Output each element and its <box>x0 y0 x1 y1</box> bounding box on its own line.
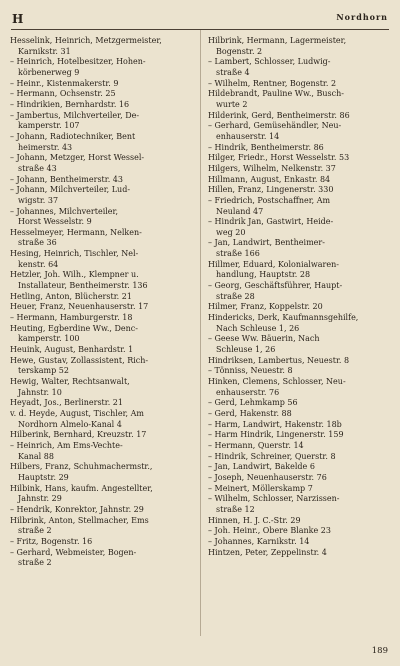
entry-continuation: Schleuse 1, 26 <box>216 345 276 355</box>
entry-line: – Fritz, Bogenstr. 16 <box>10 536 93 546</box>
entry-line: Hewe, Gustav, Zollassistent, Rich- <box>10 355 149 365</box>
directory-entry <box>10 441 192 462</box>
entry-line: Hillen, Franz, Lingenerstr. 330 <box>208 185 334 195</box>
page-number: 189 <box>371 646 388 656</box>
entry-continuation: heimerstr. 43 <box>18 142 73 152</box>
entry-line: Hilberink, Bernhard, Kreuzstr. 17 <box>10 430 147 440</box>
entry-line: Hinken, Clemens, Schlosser, Neu- <box>208 377 346 386</box>
entry-continuation: straße 2 <box>18 558 52 568</box>
entry-continuation: enhauserstr. 14 <box>216 131 280 141</box>
directory-entry <box>208 121 390 142</box>
entry-line: – Hindrik, Schreiner, Querstr. 8 <box>208 451 336 461</box>
entry-line: Heuer, Franz, Neuenhauserstr. 17 <box>10 302 149 312</box>
entry-line: – Johann, Milchverteiler, Lud- <box>10 185 131 195</box>
entry-continuation: körbenerweg 9 <box>18 67 80 77</box>
entry-continuation: Jahnstr. 29 <box>18 494 62 504</box>
directory-entry <box>208 260 390 281</box>
directory-entry <box>10 207 192 228</box>
directory-entry <box>10 57 192 78</box>
entry-line: Heuting, Egberdine Ww., Denc- <box>10 323 138 333</box>
entry-line: – Lambert, Schlosser, Ludwig- <box>208 57 331 67</box>
entry-line: – Johannes, Karnikstr. 14 <box>208 536 310 546</box>
directory-entry <box>10 153 192 174</box>
entry-line: Hillmer, Eduard, Kolonialwaren- <box>208 259 339 269</box>
entry-line: – Heinr., Kistenmakerstr. 9 <box>10 78 119 88</box>
directory-entry <box>208 89 390 110</box>
directory-entry <box>208 281 390 302</box>
entry-continuation: kamperstr. 107 <box>18 121 80 131</box>
directory-entry <box>208 36 390 57</box>
directory-entry <box>208 526 390 537</box>
directory-entry <box>10 185 192 206</box>
directory-entry <box>208 238 390 259</box>
entry-line: Hetling, Anton, Blücherstr. 21 <box>10 291 132 301</box>
directory-entry <box>10 484 192 505</box>
entry-line: – Harm Hindrik, Lingenerstr. 159 <box>208 430 344 440</box>
directory-entry <box>208 473 390 484</box>
directory-entry <box>208 548 390 559</box>
section-letter: H <box>12 12 25 26</box>
entry-line: – Johann, Bentheimerstr. 43 <box>10 174 123 184</box>
entry-line: – Heinrich, Am Ems-Vechte- <box>10 440 123 450</box>
entry-line: – Hermann, Hamburgerstr. 18 <box>10 313 133 323</box>
entry-continuation: kenstr. 64 <box>18 259 59 269</box>
entry-line: Hintzen, Peter, Zeppelinstr. 4 <box>208 547 327 557</box>
entry-line: – Hermann, Ochsenstr. 25 <box>10 89 116 99</box>
entry-line: – Friedrich, Postschaffner, Am <box>208 195 331 205</box>
directory-entry <box>208 334 390 355</box>
directory-entry <box>208 452 390 463</box>
entry-continuation: Horst Wesselstr. 9 <box>18 217 92 227</box>
entry-line: – Joseph, Neuenhauserstr. 76 <box>208 472 327 482</box>
directory-entry <box>208 356 390 367</box>
directory-entry <box>208 79 390 90</box>
directory-entry <box>208 143 390 154</box>
entry-line: Hesing, Heinrich, Tischler, Nel- <box>10 249 139 259</box>
directory-entry <box>10 398 192 409</box>
entry-line: Hesselink, Heinrich, Metzgermeister, <box>10 36 162 45</box>
directory-entry <box>208 494 390 515</box>
entry-line: Hilderink, Gerd, Bentheimerstr. 86 <box>208 110 350 120</box>
directory-entry <box>10 36 192 57</box>
directory-entry <box>10 430 192 441</box>
directory-entry <box>208 164 390 175</box>
entry-line: – Hindrik Jan, Gastwirt, Heide- <box>208 217 334 227</box>
directory-entry <box>10 111 192 132</box>
directory-entry <box>10 345 192 356</box>
entry-line: Hewig, Walter, Rechtsanwalt, <box>10 377 130 386</box>
directory-entry <box>208 153 390 164</box>
directory-entry <box>208 377 390 398</box>
entry-line: Hillmann, August, Enkastr. 84 <box>208 174 331 184</box>
directory-entry <box>10 292 192 303</box>
directory-entry <box>208 430 390 441</box>
directory-entry <box>208 185 390 196</box>
entry-line: Heyadt, Jos., Berlinerstr. 21 <box>10 398 123 408</box>
entry-line: – Johann, Metzger, Horst Wessel- <box>10 153 145 163</box>
entry-line: – Gerhard, Gemüsehändler, Neu- <box>208 121 342 131</box>
entry-line: Hindericks, Derk, Kaufmannsgehilfe, <box>208 313 359 323</box>
entry-line: – Georg, Geschäftsführer, Haupt- <box>208 281 343 291</box>
directory-entry <box>208 196 390 217</box>
right-column <box>208 36 390 558</box>
directory-entry <box>208 111 390 122</box>
column-divider <box>200 30 201 636</box>
directory-entry <box>10 505 192 516</box>
entry-continuation: Nordhorn Almelo-Kanal 4 <box>18 419 122 429</box>
entry-line: – Jambertus, Milchverteiler, De- <box>10 110 140 120</box>
entry-line: – Heinrich, Hotelbesitzer, Hohen- <box>10 57 146 67</box>
left-column <box>10 36 192 569</box>
entry-line: – Gerd, Lehmkamp 56 <box>208 398 298 408</box>
entry-continuation: Nach Schleuse 1, 26 <box>216 323 300 333</box>
directory-entry <box>10 132 192 153</box>
directory-entry <box>208 537 390 548</box>
entry-continuation: Hauptstr. 29 <box>18 472 69 482</box>
directory-entry <box>10 462 192 483</box>
entry-line: Hesselmeyer, Hermann, Nelken- <box>10 227 142 237</box>
entry-continuation: enhauserstr. 76 <box>216 387 280 397</box>
entry-line: – Wilhelm, Schlosser, Narzissen- <box>208 494 340 504</box>
directory-entry <box>208 313 390 334</box>
directory-entry <box>208 516 390 527</box>
directory-entry <box>10 228 192 249</box>
entry-line: – Hermann, Querstr. 14 <box>208 440 304 450</box>
entry-line: – Meinert, Möllerskamp 7 <box>208 483 313 493</box>
directory-entry <box>208 420 390 431</box>
entry-continuation: kamperstr. 100 <box>18 334 80 344</box>
entry-continuation: straße 2 <box>18 526 52 536</box>
entry-line: – Joh. Heinr., Obere Blanke 23 <box>208 526 331 536</box>
entry-continuation: straße 166 <box>216 249 260 259</box>
entry-line: – Gerhard, Webmeister, Bogen- <box>10 547 137 557</box>
directory-entry <box>10 89 192 100</box>
entry-line: Hildebrandt, Pauline Ww., Busch- <box>208 89 344 99</box>
entry-line: Hilbers, Franz, Schuhmachermstr., <box>10 462 153 472</box>
directory-entry <box>10 175 192 186</box>
directory-entry <box>208 302 390 313</box>
entry-line: Heuink, August, Benhardstr. 1 <box>10 345 134 355</box>
entry-line: – Hindrik, Bentheimerstr. 86 <box>208 142 324 152</box>
entry-line: Hilger, Friedr., Horst Wesselstr. 53 <box>208 153 350 163</box>
entry-line: Hilbrink, Anton, Stellmacher, Ems <box>10 515 149 525</box>
entry-line: – Hendrik, Konrektor, Jahnstr. 29 <box>10 504 144 514</box>
entry-continuation: straße 36 <box>18 238 57 248</box>
entry-line: Hilbrink, Hermann, Lagermeister, <box>208 36 347 45</box>
directory-entry <box>208 398 390 409</box>
entry-line: – Gerd, Hakenstr. 88 <box>208 408 292 418</box>
directory-entry <box>10 516 192 537</box>
entry-continuation: straße 43 <box>18 163 57 173</box>
entry-continuation: Neuland 47 <box>216 206 264 216</box>
entry-line: – Geese Ww. Bäuerin, Nach <box>208 334 320 344</box>
directory-entry <box>10 302 192 313</box>
entry-continuation: Karnikstr. 31 <box>18 46 71 56</box>
directory-entry <box>208 57 390 78</box>
entry-continuation: straße 28 <box>216 291 255 301</box>
directory-entry <box>10 537 192 548</box>
directory-entry <box>208 441 390 452</box>
directory-entry <box>208 409 390 420</box>
entry-line: Hilmer, Franz, Koppelstr. 20 <box>208 302 323 312</box>
entry-line: Hilbink, Hans, kaufm. Angestellter, <box>10 483 153 493</box>
entry-line: Hinnen, H. J. C.-Str. 29 <box>208 515 301 525</box>
entry-continuation: Jahnstr. 10 <box>18 387 62 397</box>
entry-continuation: wurte 2 <box>216 99 248 109</box>
entry-line: – Wilhelm, Rentner, Bogenstr. 2 <box>208 78 337 88</box>
entry-continuation: Bogenstr. 2 <box>216 46 263 56</box>
entry-continuation: straße 4 <box>216 67 250 77</box>
directory-entry <box>208 484 390 495</box>
entry-continuation: Kanal 88 <box>18 451 54 461</box>
entry-line: – Johann, Radiotechniker, Bent <box>10 131 136 141</box>
directory-entry <box>10 356 192 377</box>
entry-line: – Jan, Landwirt, Bakelde 6 <box>208 462 315 472</box>
directory-entry <box>208 366 390 377</box>
entry-line: – Harm, Landwirt, Hakenstr. 18b <box>208 419 342 429</box>
directory-entry <box>208 217 390 238</box>
directory-entry <box>208 462 390 473</box>
entry-line: – Tönniss, Neuestr. 8 <box>208 366 293 376</box>
directory-entry <box>10 79 192 90</box>
directory-entry <box>10 548 192 569</box>
directory-entry <box>10 313 192 324</box>
entry-continuation: terskamp 52 <box>18 366 69 376</box>
entry-line: Hindriksen, Lambertus, Neuestr. 8 <box>208 355 350 365</box>
directory-entry <box>10 409 192 430</box>
page-header <box>12 8 388 30</box>
entry-line: Hetzler, Joh. Wilh., Klempner u. <box>10 270 139 280</box>
directory-entry <box>10 270 192 291</box>
directory-entry <box>10 324 192 345</box>
entry-continuation: wigstr. 37 <box>18 195 59 205</box>
entry-line: v. d. Heyde, August, Tischler, Am <box>10 408 144 418</box>
entry-line: Hilgers, Wilhelm, Nelkenstr. 37 <box>208 163 336 173</box>
entry-continuation: weg 20 <box>216 227 246 237</box>
entry-continuation: handlung, Hauptstr. 28 <box>216 270 311 280</box>
directory-entry <box>10 249 192 270</box>
entry-line: – Johannes, Milchverteiler, <box>10 206 119 216</box>
entry-continuation: straße 12 <box>216 504 255 514</box>
directory-entry <box>10 100 192 111</box>
entry-line: – Hindrikien, Bernhardstr. 16 <box>10 99 130 109</box>
town-heading: Nordhorn <box>336 12 388 22</box>
directory-entry <box>208 175 390 186</box>
directory-entry <box>10 377 192 398</box>
entry-continuation: Installateur, Bentheimerstr. 136 <box>18 281 148 291</box>
entry-line: – Jan, Landwirt, Bentheimer- <box>208 238 325 248</box>
